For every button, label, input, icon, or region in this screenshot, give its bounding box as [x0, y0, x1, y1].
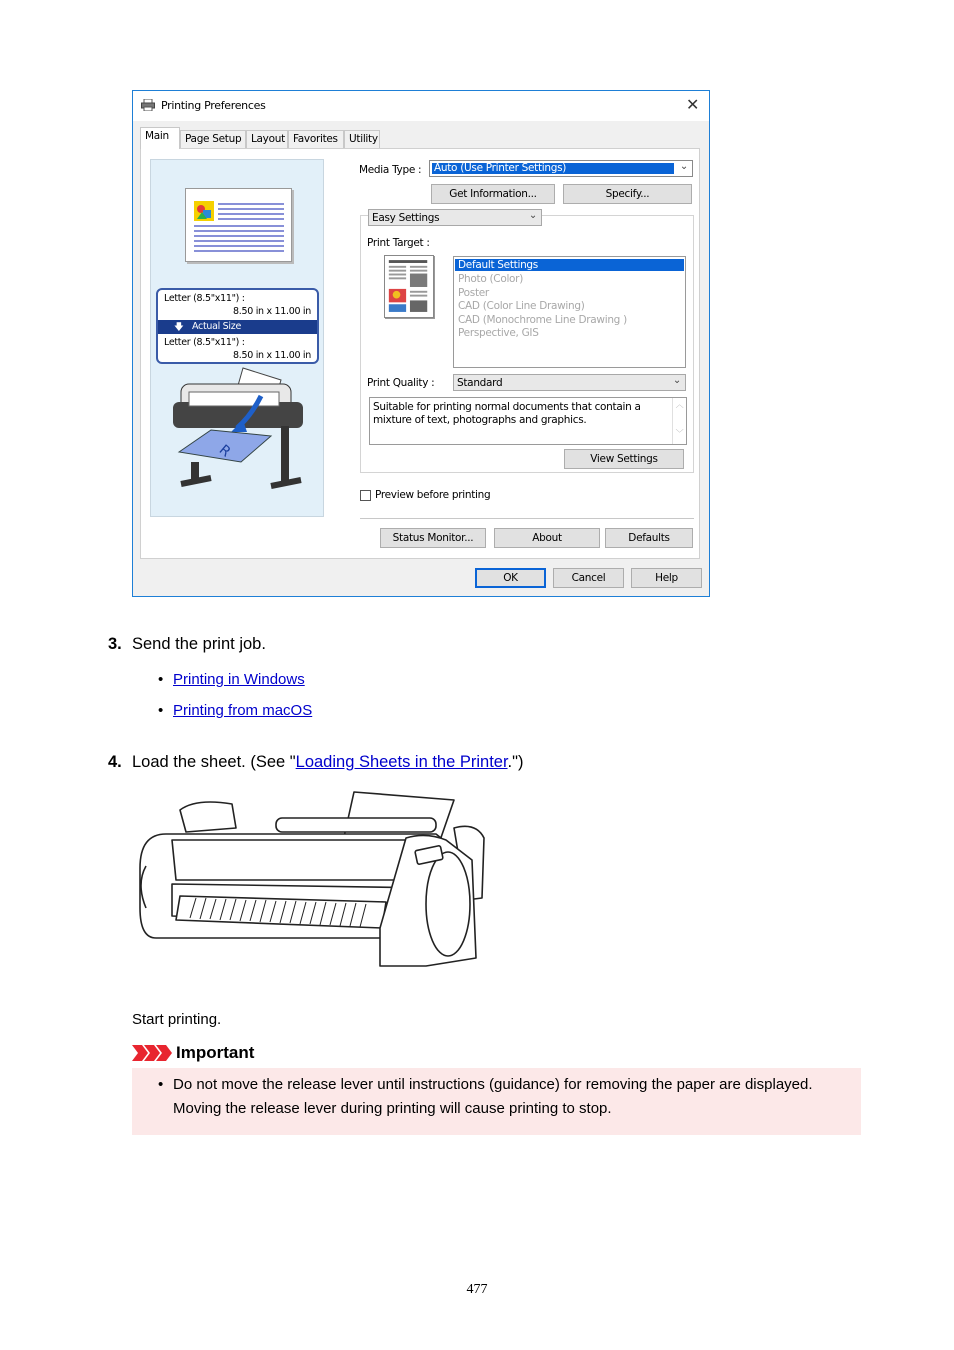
list-item: • Printing in Windows: [158, 671, 305, 688]
chevron-down-icon: ⌄: [528, 210, 537, 221]
paper-size-info: [156, 288, 319, 364]
description-scrollbar[interactable]: [672, 398, 686, 444]
list-item: • Printing from macOS: [158, 702, 313, 719]
dialog-titlebar: [133, 91, 709, 121]
actual-size-label: Actual Size: [192, 321, 241, 332]
printer-loading-sheet-illustration: [136, 788, 486, 983]
print-quality-select[interactable]: Standard ⌄: [453, 374, 686, 391]
about-button[interactable]: About: [494, 528, 600, 548]
media-type-label: Media Type :: [359, 164, 422, 176]
separator: [360, 518, 694, 519]
list-item[interactable]: Poster: [458, 287, 489, 299]
step-4: [108, 753, 523, 772]
preview-pane: [150, 159, 324, 517]
important-icon: [132, 1045, 172, 1061]
specify-button[interactable]: Specify...: [563, 184, 692, 204]
image-placeholder-icon: [194, 201, 214, 221]
list-item[interactable]: Photo (Color): [458, 273, 523, 285]
defaults-button[interactable]: Defaults: [605, 528, 693, 548]
printing-in-windows-link[interactable]: Printing in Windows: [173, 671, 305, 688]
svg-text:R: R: [215, 441, 234, 461]
help-button[interactable]: Help: [631, 568, 702, 588]
quality-description: Suitable for printing normal documents that contain a mixture of text, photographs and graphics. ︿ ﹀: [369, 397, 687, 445]
dialog-title: Printing Preferences: [161, 99, 266, 112]
large-format-printer-illustration: [151, 366, 325, 516]
step-text: Load the sheet. (See ": [132, 753, 296, 771]
chevron-down-icon: ⌄: [679, 161, 688, 172]
printing-preferences-dialog: [132, 90, 710, 597]
printing-from-macos-link[interactable]: Printing from macOS: [173, 702, 313, 719]
important-box: • Do not move the release lever until instructions (guidance) for removing the paper are displayed. Moving the release lever during printing will cause printing to stop.: [132, 1068, 861, 1135]
get-information-button[interactable]: Get Information...: [431, 184, 555, 204]
paper-size-value: 8.50 in x 11.00 in: [233, 306, 311, 317]
chevron-up-icon: ︿: [675, 400, 684, 409]
tab-layout[interactable]: Layout: [246, 130, 288, 148]
tab-page-setup[interactable]: Page Setup: [180, 130, 246, 148]
preview-before-printing-label: Preview before printing: [375, 489, 491, 501]
close-icon[interactable]: ✕: [686, 95, 700, 114]
step-number: 4.: [108, 753, 122, 771]
step-3: [108, 635, 266, 654]
loading-sheets-link[interactable]: Loading Sheets in the Printer: [295, 753, 508, 771]
media-type-select[interactable]: Auto (Use Printer Settings) ⌄: [429, 160, 693, 177]
view-settings-button[interactable]: View Settings: [564, 449, 684, 469]
paper-size-label: Letter (8.5"x11") :: [164, 293, 245, 304]
actual-size-bar: [158, 320, 317, 334]
step-text: Send the print job.: [132, 635, 266, 653]
important-text-line2: Moving the release lever during printing will cause printing to stop.: [173, 1100, 612, 1117]
list-item[interactable]: Perspective, GIS: [458, 327, 539, 339]
print-target-list[interactable]: [453, 256, 686, 368]
important-text-line1: Do not move the release lever until instructions (guidance) for removing the paper are displayed.: [173, 1076, 813, 1093]
tab-favorites[interactable]: Favorites: [288, 130, 344, 148]
down-arrow-icon: 🡇: [174, 322, 184, 333]
tab-main[interactable]: Main: [140, 127, 180, 149]
preview-before-printing-checkbox[interactable]: [360, 490, 371, 501]
print-target-thumbnail: [384, 255, 434, 318]
ok-button[interactable]: OK: [475, 568, 546, 588]
chevron-down-icon: ⌄: [672, 375, 681, 386]
page-preview: [185, 188, 292, 262]
chevron-down-icon: ﹀: [675, 429, 684, 438]
step-number: 3.: [108, 635, 122, 653]
start-printing-text: Start printing.: [132, 1011, 222, 1028]
printer-icon: [141, 99, 155, 111]
step-text-end: ."): [507, 753, 524, 771]
list-item[interactable]: CAD (Monochrome Line Drawing ): [458, 314, 627, 326]
print-quality-label: Print Quality :: [367, 377, 435, 389]
tab-utility[interactable]: Utility: [344, 130, 380, 148]
print-target-label: Print Target :: [367, 237, 430, 249]
page-number: 477: [466, 1282, 488, 1297]
settings-mode-select[interactable]: Easy Settings ⌄: [368, 209, 542, 226]
output-size-value: 8.50 in x 11.00 in: [233, 350, 311, 361]
status-monitor-button[interactable]: Status Monitor...: [380, 528, 486, 548]
important-title: Important: [176, 1043, 255, 1062]
output-size-label: Letter (8.5"x11") :: [164, 337, 245, 348]
cancel-button[interactable]: Cancel: [553, 568, 624, 588]
list-item[interactable]: Default Settings: [455, 259, 684, 271]
list-item[interactable]: CAD (Color Line Drawing): [458, 300, 585, 312]
